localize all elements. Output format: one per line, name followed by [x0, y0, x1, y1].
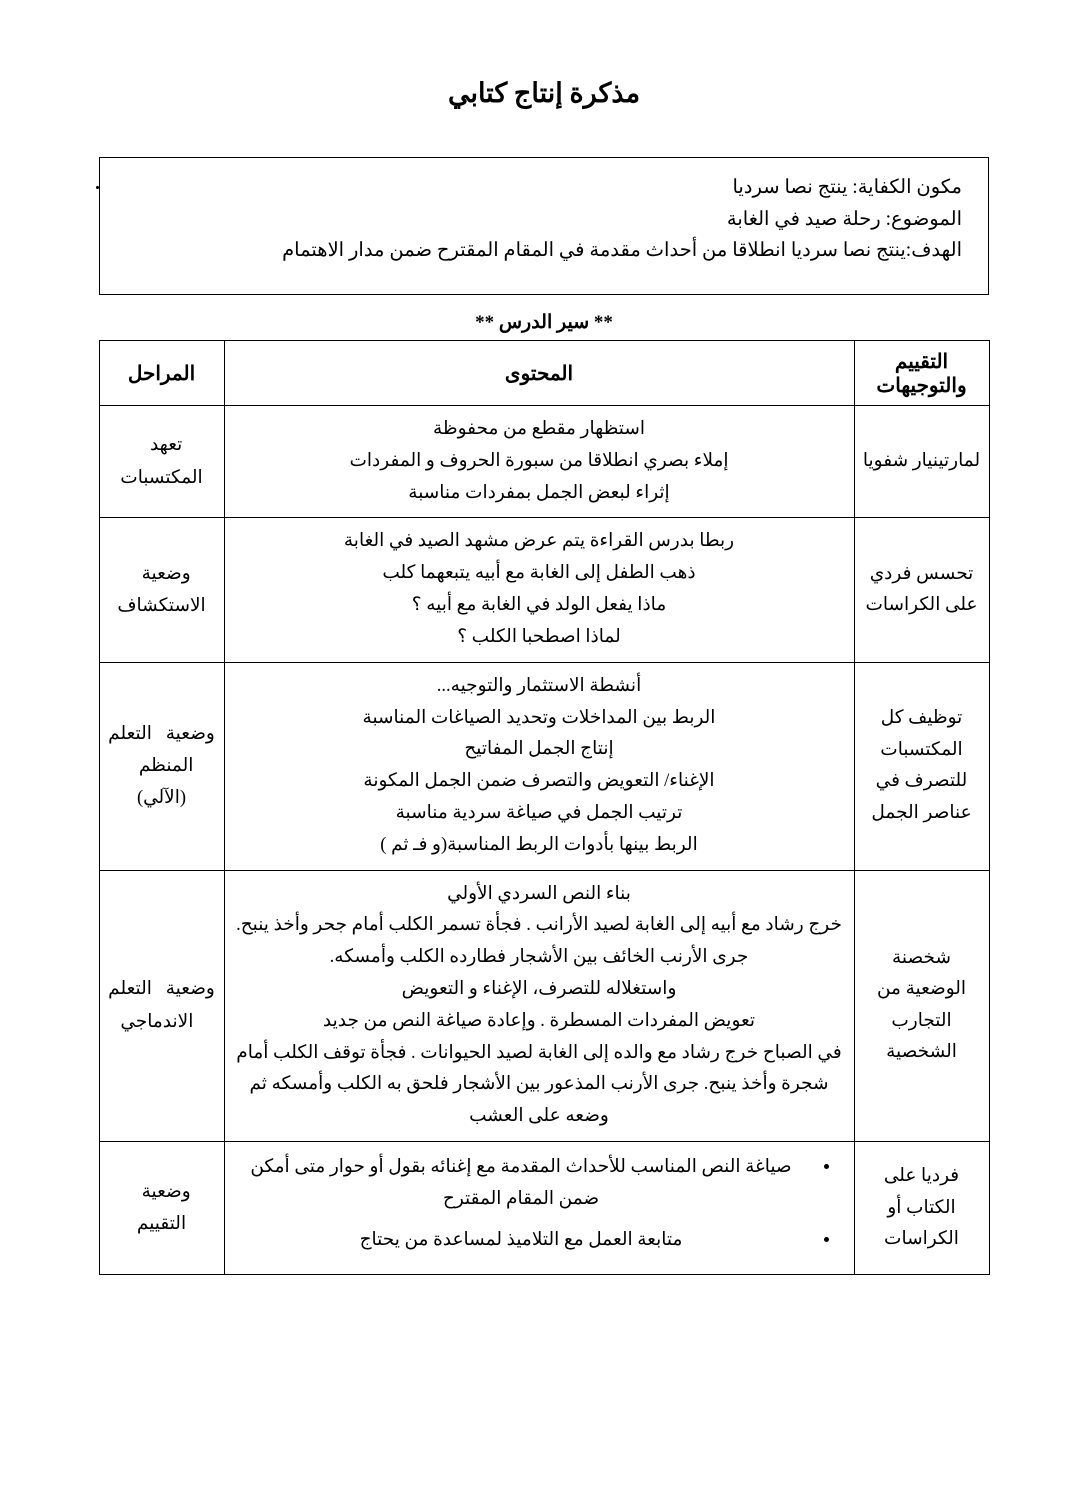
row-4-narrative-draft: خرج رشاد مع أبيه إلى الغابة لصيد الأرانب . فجأة تسمر الكلب أمام جحر وأخذ ينبح. جرى الأرنب الخائف بين الأشجار فطارده الكلب وأمسكه. [236, 915, 842, 968]
lesson-plan-table [99, 340, 990, 1275]
row-4-evaluation: شخصنة الوضعية من التجارب الشخصية [854, 870, 989, 1142]
row-4-narrative-final: في الصباح خرج رشاد مع والده إلى الغابة لصيد الحيوانات . فجأة توقف الكلب أمام شجرة وأخذ ينبح. جرى الأرنب المذعور بين الأشجار فلحق به الكلب وأمسكه ثم وضعه على العشب [236, 1042, 842, 1127]
table-row [99, 1142, 989, 1275]
row-1-stage: تعهد المكتسبات [99, 406, 224, 518]
subject-line: الموضوع: رحلة صيد في الغابة [726, 208, 962, 230]
row-4-stage: وضعية التعلم الاندماجي [99, 870, 224, 1142]
row-3-evaluation: توظيف كل المكتسبات للتصرف في عناصر الجمل [854, 662, 989, 870]
header-evaluation: التقييم والتوجيهات [854, 341, 989, 406]
section-marker: ** سير الدرس ** [475, 312, 613, 333]
row-5-content [224, 1142, 854, 1275]
row-1-content: استظهار مقطع من محفوظة إملاء بصري انطلاقا من سبورة الحروف و المفردات إثراء لبعض الجمل بمفردات مناسبة [224, 406, 854, 518]
row-5-bullet-list [231, 1152, 830, 1256]
row-5-evaluation: فرديا على الكتاب أو الكراسات [854, 1142, 989, 1275]
page-margin-dot [96, 186, 99, 189]
row-2-stage: وضعية الاستكشاف [99, 518, 224, 662]
document-page [0, 78, 1088, 1486]
table-row [99, 518, 989, 662]
table-row [99, 406, 989, 518]
table-row [99, 870, 989, 1142]
competency-line: مكون الكفاية: ينتج نصا سرديا [732, 177, 962, 198]
list-item: • متابعة العمل مع التلاميذ لمساعدة من يحتاج [231, 1225, 812, 1256]
objective-line: الهدف:ينتج نصا سرديا انطلاقا من أحداث مقدمة في المقام المقترح ضمن مدار الاهتمام [282, 240, 962, 262]
table-row [99, 662, 989, 870]
page-title: مذكرة إنتاج كتابي [447, 78, 641, 108]
row-5-stage: وضعية التقييم [99, 1142, 224, 1275]
header-stage: المراحل [99, 341, 224, 406]
row-3-stage: وضعية التعلم المنظم (الآلي) [99, 662, 224, 870]
table-header-row [99, 341, 989, 406]
lesson-info-box [99, 157, 989, 295]
row-3-content: أنشطة الاستثمار والتوجيه... الربط بين المداخلات وتحديد الصياغات المناسبة إنتاج الجمل المفاتيح الإغناء/ التعويض والتصرف ضمن الجمل المكونة ترتيب الجمل في صياغة سردية مناسبة الربط بينها بأدوات الربط المناسبة(و فـ ثم ) [224, 662, 854, 870]
list-item: • صياغة النص المناسب للأحداث المقدمة مع إغنائه بقول أو حوار متى أمكن ضمن المقام المقترح [231, 1152, 812, 1215]
row-4-content: بناء النص السردي الأولي خرج رشاد مع أبيه إلى الغابة لصيد الأرانب . فجأة تسمر الكلب أمام جحر وأخذ ينبح. جرى الأرنب الخائف بين الأشجار فطارده الكلب وأمسكه. واستغلاله للتصرف، الإغناء و التعويض تعويض المفردات المسطرة . وإعادة صياغة النص من جديد في الصباح خرج رشاد مع والده إلى الغابة لصيد الحيوانات . فجأة توقف الكلب أمام شجرة وأخذ ينبح. جرى الأرنب المذعور بين الأشجار فلحق به الكلب وأمسكه ثم وضعه على العشب [224, 870, 854, 1142]
row-2-content: ربطا بدرس القراءة يتم عرض مشهد الصيد في الغابة ذهب الطفل إلى الغابة مع أبيه يتبعهما كلب ماذا يفعل الولد في الغابة مع أبيه ؟ لماذا اصطحبا الكلب ؟ [224, 518, 854, 662]
row-2-evaluation: تحسس فردي على الكراسات [854, 518, 989, 662]
row-1-evaluation: لمارتينيار شفويا [854, 406, 989, 518]
header-content: المحتوى [224, 341, 854, 406]
